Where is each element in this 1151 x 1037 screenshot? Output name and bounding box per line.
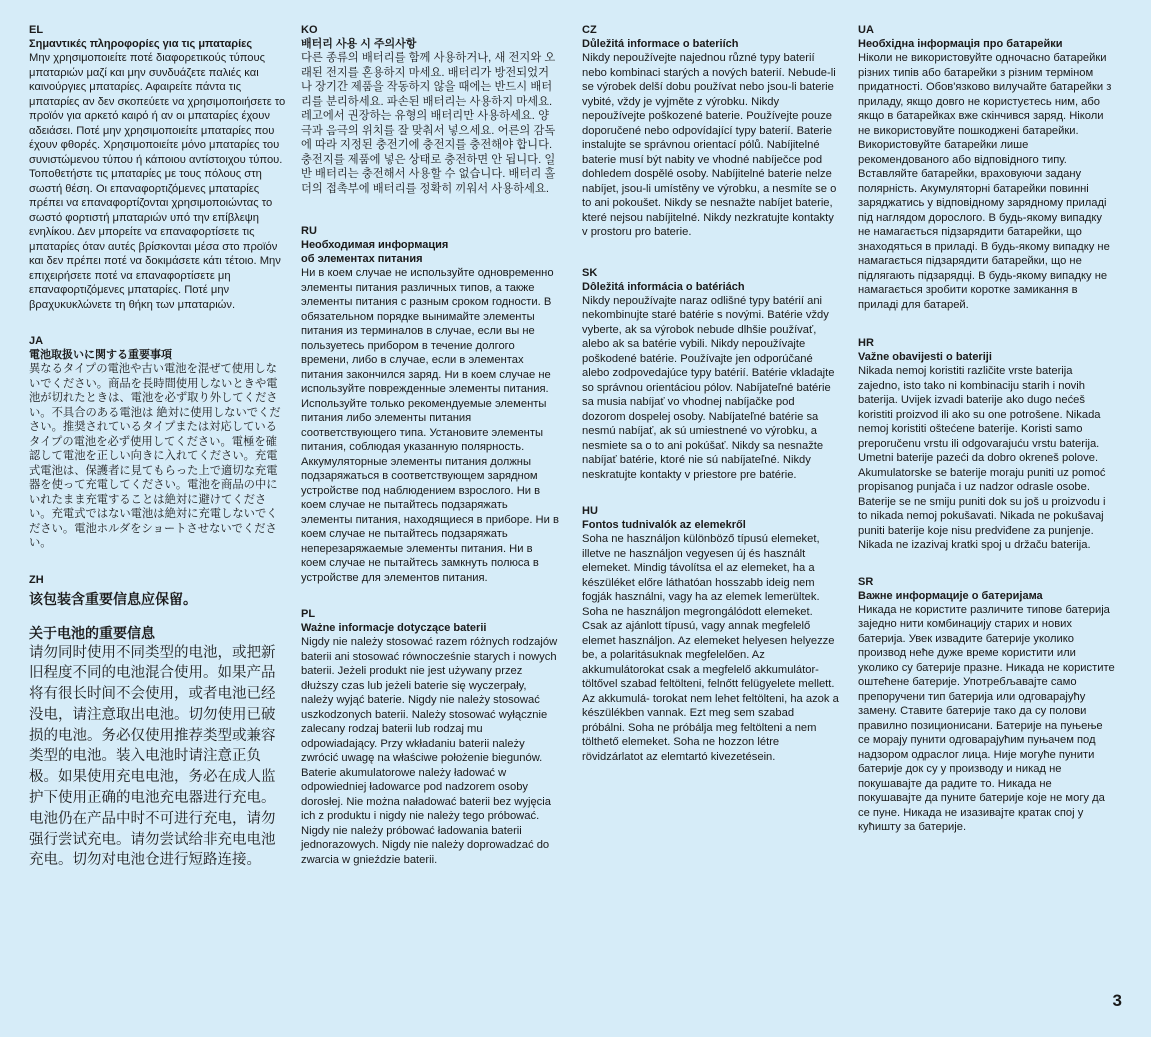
language-code: SR <box>858 575 874 588</box>
section-sk <box>582 266 840 483</box>
column-3 <box>582 23 840 784</box>
section-sr <box>858 575 1116 835</box>
section-title: Dôležitá informácia o batériách <box>582 280 745 293</box>
section-ua <box>858 23 1116 312</box>
section-body: Soha ne használjon különböző típusú elemeket, illetve ne használjon vegyesen új és használt elemeket. Mindig távolítsa el az elemeket, ha a készüléket előre láthatóan hosszabb ideig nem fogják használni, vagy ha az elemek lemerültek. Soha ne használjon megrongálódott elemeket. Csak az ajánlott típusú, vagy annak megfelelő elemet használjon. Az elemeket helyesen helyezze be, a polaritásuknak megfelelően. Az akkumulátorokat csak a megfelelő akkumulátor- töltővel szabad feltölteni, felnőtt felügyelete mellett. Az akkumulá- torokat nem lehet feltölteni, ha azok a készülékben vannak. Ezt meg sem szabad próbálni. Soha ne próbálja meg feltölteni a nem tölthető elemeket. Soha ne hozzon létre rövidzárlatot az elemtartó kivezetésein. <box>582 533 839 763</box>
language-code: SK <box>582 266 598 279</box>
section-ko <box>301 23 559 196</box>
section-subtitle: 关于电池的重要信息 <box>29 624 155 641</box>
section-zh <box>29 573 287 872</box>
page-number: 3 <box>1112 991 1122 1010</box>
section-hr <box>858 336 1116 553</box>
section-cz <box>582 23 840 240</box>
section-body: Никада не користите различите типове батерија заједно нити комбинацију старих и нових батерија. Увек извадите батерије уколико производ неће дуже време користити или уколико су батерије празне. Никада не користите оштећене батерије. Употребљавајте само препоручени тип батерија или одговарајућу замену. Ставите батерије тако да су полови правилно позиционисани. Батерије на пуњење се морају пунити одговарајућим пуњачем под надзором одраслог лица. Није могуће пунити батерије док су у производу и никад не покушавајте да радите то. Никада не покушавајте да пуните батерије које не могу да се пуне. Никада не изазивајте кратак спој у кућишту за батерије. <box>858 603 1115 833</box>
section-ru <box>301 224 559 585</box>
language-code: HR <box>858 337 874 349</box>
section-body: Μην χρησιμοποιείτε ποτέ διαφορετικούς τύπους μπαταριών μαζί και μην συνδυάζετε παλιές και καινούργιες μπαταρίες. Αφαιρείτε πάντα τις μπαταρίες αν δεν σκοπεύετε να χρησιμοποιήσετε το προϊόν για αρκετό καιρό ή αν οι μπαταρίες έχουν αδειάσει. Ποτέ μην χρησιμοποιείτε μπαταρίες που έχουν φθορές. Χρησιμοποιείτε μόνο μπαταρίες του συνιστώμενου τύπου ή κάποιου αντίστοιχου τύπου. Τοποθετήστε τις μπαταρίες με τους πόλους στη σωστή θέση. Οι επαναφορτιζόμενες μπαταρίες πρέπει να επαναφορτίζονται χρησιμοποιώντας το σωστό φορτιστή μπαταριών υπό την επίβλεψη ενηλίκου. Δεν μπορείτε να επαναφορτίσετε τις μπαταρίες όταν αυτές βρίσκονται μέσα στο προϊόν και δεν πρέπει ποτέ να δοκιμάσετε κάτι τέτοιο. Μην επιχειρήσετε ποτέ να επαναφορτίσετε μη επαναφορτιζόμενες μπαταρίες. Ποτέ μην βραχυκυκλώνετε τη θήκη των μπαταριών. <box>29 52 286 311</box>
section-body: Nikdy nepoužívejte najednou různé typy baterií nebo kombinaci starých a nových baterií. Nebude-li se výrobek delší dobu používat nebo jsou-li baterie vybité, vždy je vyjměte z výrobku. Nikdy nepoužívejte poškozené baterie. Používejte pouze doporučené nebo odpovídající typy baterií. Baterie instalujte se správnou orientací pólů. Nabíjitelné baterie musí být nabity ve vhodné nabíječce pod dohledem dospělé osoby. Nabíjitelné baterie nelze nabíjet, jsou-li umístěny ve výrobku, a nesmíte se o to ani pokoušet. Nikdy se nesnažte nabíjet baterie, které nejsou nabíjitelné. Nikdy nezkratujte kontakty v prostoru pro baterie. <box>582 52 837 238</box>
language-code: KO <box>301 24 318 36</box>
section-el <box>29 23 287 312</box>
section-title: Ważne informacje dotyczące baterii <box>301 622 487 634</box>
section-body: 異なるタイプの電池や古い電池を混ぜて使用しないでください。商品を長時間使用しないときや電池が切れたときは、電池を必ず取り外してください。不具合のある電池は 絶対に使用しないでください。推奨されているタイプまたは対応しているタイプの電池を必ず使用してください。電極を確認して電池を正しい向きに入れてください。充電式電池は、保護者に見てもらった上で適切な充電器を使って充電してください。電池を商品の中にいれたまま充電することは絶対に避けてください。充電式ではない電池は絶対に充電しないでください。電池ホルダをショートさせないでください。 <box>29 363 281 549</box>
section-body: 请勿同时使用不同类型的电池，或把新旧程度不同的电池混合使用。如果产品将有很长时间不会使用，或者电池已经没电，请注意取出电池。切勿使用已破损的电池。务必仅使用推荐类型或兼容类型的电池。装入电池时请注意正负极。如果使用充电电池，务必在成人监护下使用正确的电池充电器进行充电。电池仍在产品中时不可进行充电，请勿强行尝试充电。请勿尝试给非充电电池充电。切勿对电池仓进行短路连接。 <box>29 644 276 869</box>
section-title: 電池取扱いに関する重要事項 <box>29 349 172 361</box>
section-body: Ніколи не використовуйте одночасно батарейки різних типів або батарейки з різним терміном придатності. Обов'язково вилучайте батарейки з приладу, якщо довго не користуєтесь ним, або якщо в батарейках вже скінчився заряд. Ніколи не використовуйте пошкоджені батарейки. Використовуйте батарейки лише рекомендованого або відповідного типу. Вставляйте батарейки, враховуючи задану полярність. Акумуляторні батарейки повинні заряджатись у відповідному зарядному приладі під наглядом дорослого. В будь-якому випадку не намагається підзарядити батарейки, що знаходяться в приладі. В будь-якому випадку не намагається підзарядити батарейки, що не підлягають підзарядці. В будь-якому випадку не намагається зробити коротке замикання в приладі для батарей. <box>858 52 1112 311</box>
section-body: 다른 종류의 배터리를 함께 사용하거나, 새 전지와 오래된 전지를 혼용하지 마세요. 배터리가 방전되었거나 장기간 제품을 작동하지 않을 때에는 반드시 배터리를 분리하세요. 파손된 배터리는 사용하지 마세요. 레고에서 권장하는 유형의 배터리만 사용하세요. 양극과 음극의 위치를 잘 맞춰서 넣으세요. 어른의 감독에 따라 지정된 충전기에 충전지를 충전해야 합니다. 충전지를 제품에 넣은 상태로 충전하면 안 됩니다. 일반 배터리는 충전해서 사용할 수 없습니다. 배터리 홀더의 접촉부에 배터리를 정확히 끼워서 사용하세요. <box>301 52 556 195</box>
section-title: Необхідна інформація про батарейки <box>858 38 1063 50</box>
section-title: Fontos tudnivalók az elemekről <box>582 519 746 531</box>
language-code: CZ <box>582 24 597 36</box>
column-2 <box>301 23 559 887</box>
section-title: 该包装含重要信息应保留。 <box>29 590 197 607</box>
column-4 <box>858 23 1116 855</box>
section-body: Nikada nemoj koristiti različite vrste baterija zajedno, isto tako ni kombinaciju starih i novih baterija. Uvijek izvadi baterije ako dugo nećeš koristiti proizvod ili ako su one potrošene. Nikada nemoj koristiti oštećene baterije. Koristi samo preporučenu vrstu ili odgovarajuću vrstu baterija. Umetni baterije pazeći da dobro okreneš polove. Akumulatorske se baterije moraju puniti uz pomoć propisanog punjača i uz nadzor odrasle osobe. Baterije se ne smiju puniti dok su još u proizvodu i to nikada nemoj pokušavati. Nikada ne pokušavaj puniti baterije koje nisu predviđene za punjenje. Nikada ne izazivaj kratki spoj u držaču baterija. <box>858 365 1106 551</box>
section-title: Необходимая информация об элементах питания <box>301 239 449 265</box>
column-1 <box>29 23 287 891</box>
section-title: Σημαντικές πληροφορίες για τις μπαταρίες <box>29 38 253 50</box>
section-title: 배터리 사용 시 주의사항 <box>301 38 417 50</box>
language-code: EL <box>29 24 44 36</box>
language-code: JA <box>29 335 44 347</box>
language-code: ZH <box>29 573 44 586</box>
section-title: Důležitá informace o bateriích <box>582 38 739 50</box>
section-title: Važne obavijesti o bateriji <box>858 351 992 363</box>
section-ja <box>29 334 287 551</box>
section-body: Nikdy nepoužívajte naraz odlišné typy batérií ani nekombinujte staré batérie s novými. Batérie vždy vyberte, ak sa výrobok nebude dlhšie používať, alebo ak sa batérie vybili. Nikdy nepoužívajte poškodené batérie. Používajte jen odporúčané alebo zodpovedajúce typy batérií. Batérie vkladajte so správnou orientáciou pólov. Nabíjateľné batérie sa musia nabíjať vo vhodnej nabíjačke pod dozorom dospelej osoby. Nabíjateľné batérie sa nesmú nabíjať, ak sú umiestnené vo výrobku, a nesmiete sa o to ani pokúšať. Nikdy sa nesnažte nabíjať batérie, ktoré nie sú nabíjateľné. Nikdy neskratujte kontakty v priestore pre batérie. <box>582 294 835 481</box>
section-pl <box>301 607 559 867</box>
section-body: Ни в коем случае не используйте одновременно элементы питания различных типов, а также элементы питания с разным сроком годности. В обязательном порядке вынимайте элементы питания из терминалов в случае, если вы не пользуетесь прибором в течение долгого времени, либо в случае, если в элементах питания закончился заряд. Ни в коем случае не используйте поврежденные элементы питания. Используйте только рекомендуемые элементы питания либо элементы питания соответствующего типа. Установите элементы питания, соблюдая указанную полярность. Аккумуляторные элементы питания должны подзаряжаться в соответствующем зарядном устройстве под наблюдением взрослого. Ни в коем случае не пытайтесь подзаряжать элементы питания, находящиеся в приборе. Ни в коем случае не пытайтесь подзаряжать неперезаряжаемые элементы питания. Ни в коем случае не пытайтесь замкнуть полюса в устройстве для элементов питания. <box>301 267 559 584</box>
section-title: Важне информације о батеријама <box>858 589 1043 602</box>
section-body: Nigdy nie należy stosować razem różnych rodzajów baterii ani stosować równocześnie starych i nowych baterii. Jeżeli produkt nie jest używany przez dłuższy czas lub jeżeli baterie się wyczerpały, należy wyjąć baterie. Nigdy nie należy stosować uszkodzonych baterii. Należy stosować wyłącznie zalecany rodzaj baterii lub rodzaj mu odpowiadający. Przy wkładaniu baterii należy zwrócić uwagę na właściwe położenie biegunów. Baterie akumulatorowe należy ładować w odpowiedniej ładowarce pod nadzorem osoby dorosłej. Nie można naładować baterii bez wyjęcia ich z produktu i nigdy nie należy tego próbować. Nigdy nie należy próbować ładowania baterii jednorazowych. Nigdy nie należy doprowadzać do zwarcia w gnieździe baterii. <box>301 636 558 866</box>
section-hu <box>582 504 840 764</box>
language-code: UA <box>858 24 874 36</box>
language-code: PL <box>301 608 316 620</box>
language-code: RU <box>301 225 317 237</box>
language-code: HU <box>582 505 598 517</box>
